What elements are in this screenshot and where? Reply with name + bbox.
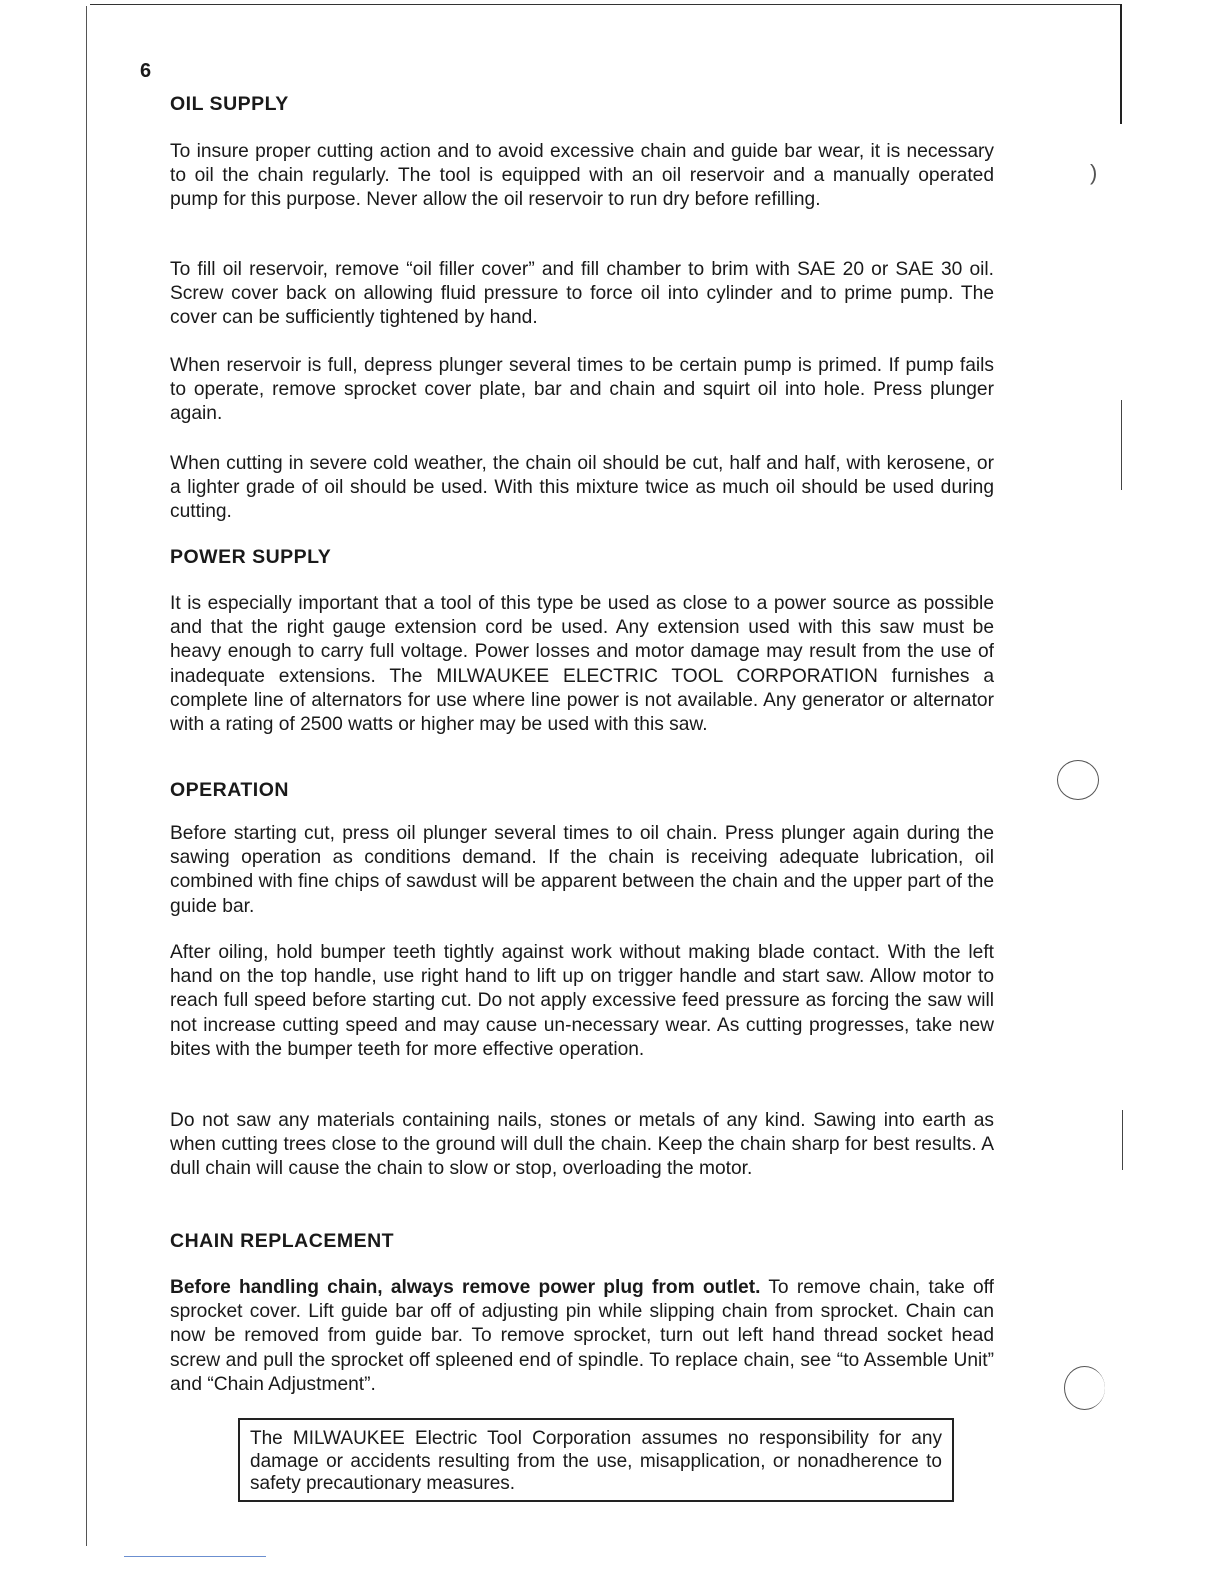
paragraph-chain-replacement <box>170 1276 994 1397</box>
paragraph-operation-2: After oiling, hold bumper teeth tightly against work without making blade contact. With the left hand on the top handle, use right hand to lift up on trigger handle and start saw. Allow motor to reach full speed before starting cut. Do not apply excessive feed pressure as forcing the saw will not increase cutting speed and may cause un-necessary wear. As cutting progresses, take new bites with the bumper teeth for more effective operation. <box>170 942 994 1060</box>
paragraph-power-supply-1: It is especially important that a tool of this type be used as close to a power source as possible and that the right gauge extension cord be used. Any extension used with this saw must be heavy enough to carry full voltage. Power losses and motor damage may result from the use of inadequate extensions. The MILWAUKEE ELECTRIC TOOL CORPORATION furnishes a complete line of alternators for use where line power is not available. Any generator or alternator with a rating of 2500 watts or higher may be used with this saw. <box>170 593 994 736</box>
heading-operation: OPERATION <box>170 779 289 801</box>
binder-hole-icon <box>1064 1366 1105 1410</box>
paragraph-operation-3: Do not saw any materials containing nails, stones or metals of any kind. Sawing into earth as when cutting trees close to the ground will dull the chain. Keep the chain sharp for best results. A dull chain will cause the chain to slow or stop, overloading the motor. <box>170 1110 994 1180</box>
disclaimer-box: The MILWAUKEE Electric Tool Corporation assumes no responsibility for any damage or accidents resulting from the use, misapplication, or nonadherence to safety precautionary measures. <box>238 1418 954 1502</box>
scan-edge-bottom <box>124 1556 266 1557</box>
scan-edge-right-mark <box>1121 400 1122 490</box>
paragraph-text: To remove chain, take off sprocket cover. Lift guide bar off of adjusting pin while slipping chain from sprocket. Chain can now be removed from guide bar. To remove sprocket, turn out left hand thread socket head screw and pull the sprocket off spleened end of spindle. To replace chain, see “to Assemble Unit” and “Chain Adjustment”. <box>170 1277 994 1395</box>
scan-mark-icon: ) <box>1090 160 1098 185</box>
paragraph-oil-supply-2: To fill oil reservoir, remove “oil filler cover” and fill chamber to brim with SAE 20 or SAE 30 oil. Screw cover back on allowing fluid pressure to force oil into cylinder and to prime pump. The cover can be sufficiently tightened by hand. <box>170 259 994 329</box>
scan-edge-right <box>1120 4 1122 124</box>
heading-chain-replacement: CHAIN REPLACEMENT <box>170 1230 395 1252</box>
scan-edge-top <box>90 4 1120 5</box>
paragraph-oil-supply-3: When reservoir is full, depress plunger several times to be certain pump is primed. If pump fails to operate, remove sprocket cover plate, bar and chain and squirt oil into hole. Press plunger again. <box>170 355 994 425</box>
heading-oil-supply: OIL SUPPLY <box>170 93 289 115</box>
paragraph-oil-supply-4: When cutting in severe cold weather, the chain oil should be cut, half and half, with kerosene, or a lighter grade of oil should be used. With this mixture twice as much oil should be used during cutting. <box>170 453 994 523</box>
heading-power-supply: POWER SUPPLY <box>170 546 332 568</box>
scan-edge-right-mark <box>1122 1110 1123 1170</box>
binder-hole-icon <box>1057 760 1099 800</box>
page-number: 6 <box>140 60 152 82</box>
scan-edge-left <box>86 6 87 1546</box>
paragraph-oil-supply-1: To insure proper cutting action and to avoid excessive chain and guide bar wear, it is necessary to oil the chain regularly. The tool is equipped with an oil reservoir and a manually operated pump for this purpose. Never allow the oil reservoir to run dry before refilling. <box>170 141 994 211</box>
paragraph-operation-1: Before starting cut, press oil plunger several times to oil chain. Press plunger again during the sawing operation as conditions demand. If the chain is receiving adequate lubrication, oil combined with fine chips of sawdust will be apparent between the chain and the upper part of the guide bar. <box>170 823 994 917</box>
warning-text: Before handling chain, always remove power plug from outlet. <box>170 1277 761 1298</box>
